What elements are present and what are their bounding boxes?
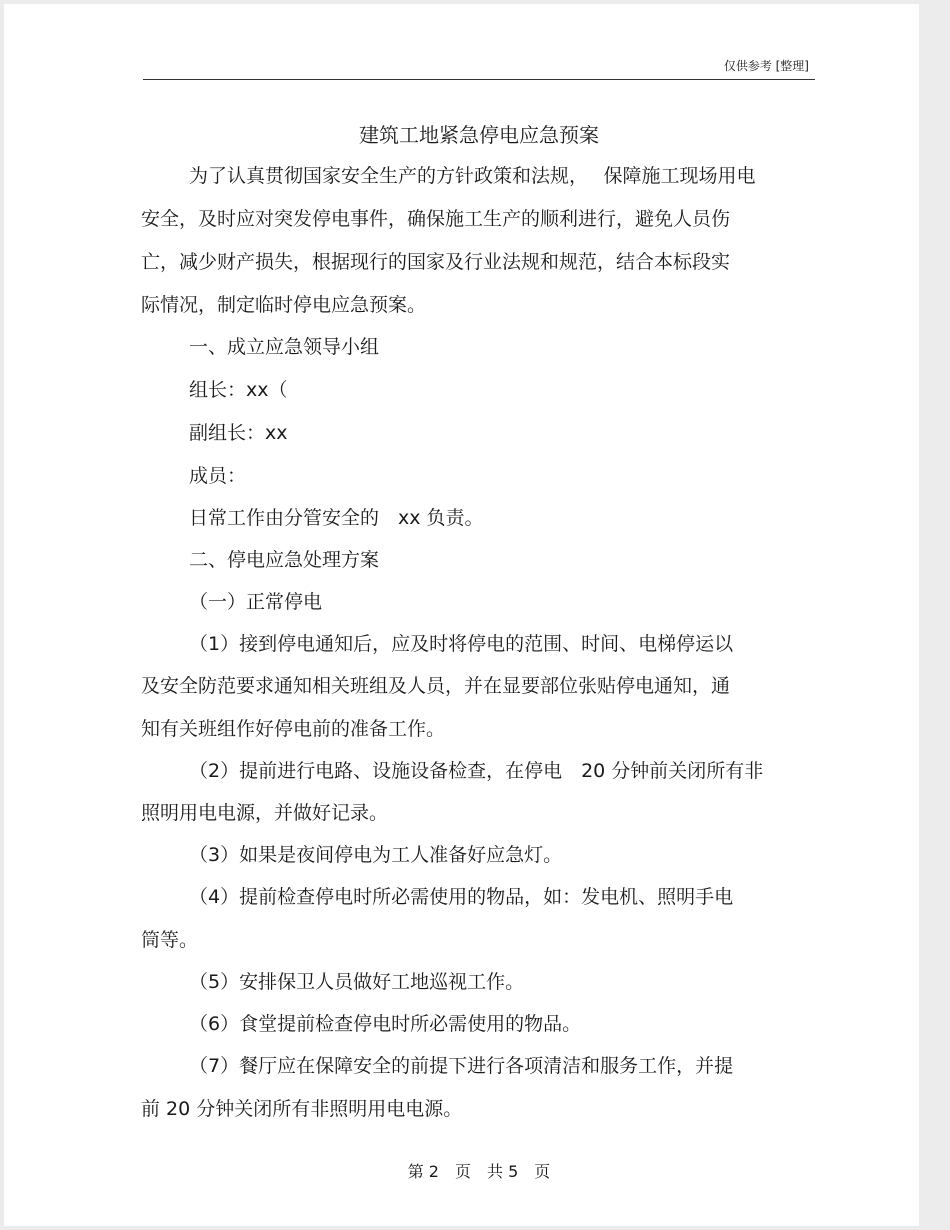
item-3: （3）如果是夜间停电为工人准备好应急灯。	[189, 844, 563, 866]
item-7-line-2: 前 20 分钟关闭所有非照明用电电源。	[141, 1098, 463, 1120]
item-6: （6）食堂提前检查停电时所必需使用的物品。	[189, 1013, 582, 1035]
document-title: 建筑工地紧急停电应急预案	[359, 123, 599, 147]
item-2-line-2: 照明用电电源，并做好记录。	[141, 802, 389, 824]
item-1-line-2: 及安全防范要求通知相关班组及人员，并在显要部位张贴停电通知，通	[141, 675, 731, 697]
section-heading-2: 二、停电应急处理方案	[189, 549, 380, 571]
team-leader: 组长：xx（	[189, 379, 288, 401]
body-line-3: 亡，减少财产损失，根据现行的国家及行业法规和规范，结合本标段实	[141, 251, 731, 273]
team-members: 成员：	[189, 465, 247, 487]
item-4-line-2: 筒等。	[141, 929, 199, 951]
deputy-leader: 副组长：xx	[189, 422, 288, 444]
document-page	[4, 4, 919, 1226]
page-number: 第 2 页 共 5 页	[407, 1162, 551, 1181]
item-1-line-3: 知有关班组作好停电前的准备工作。	[141, 718, 446, 740]
item-1-line-1: （1）接到停电通知后，应及时将停电的范围、时间、电梯停运以	[189, 633, 734, 655]
header-divider	[143, 79, 815, 80]
item-7-line-1: （7）餐厅应在保障安全的前提下进行各项清洁和服务工作，并提	[189, 1055, 734, 1077]
body-line-4: 际情况，制定临时停电应急预案。	[141, 294, 427, 316]
section-heading-1: 一、成立应急领导小组	[189, 336, 380, 358]
body-line-1: 为了认真贯彻国家安全生产的方针政策和法规， 保障施工现场用电	[189, 165, 756, 187]
item-4-line-1: （4）提前检查停电时所必需使用的物品，如：发电机、照明手电	[189, 886, 734, 908]
header-note: 仅供参考 [整理]	[723, 59, 809, 73]
daily-responsibility: 日常工作由分管安全的 xx 负责。	[189, 507, 484, 529]
subsection-heading: （一）正常停电	[189, 591, 323, 613]
item-5: （5）安排保卫人员做好工地巡视工作。	[189, 971, 525, 993]
item-2-line-1: （2）提前进行电路、设施设备检查，在停电 20 分钟前关闭所有非	[189, 760, 764, 782]
body-line-2: 安全，及时应对突发停电事件，确保施工生产的顺利进行，避免人员伤	[141, 208, 731, 230]
